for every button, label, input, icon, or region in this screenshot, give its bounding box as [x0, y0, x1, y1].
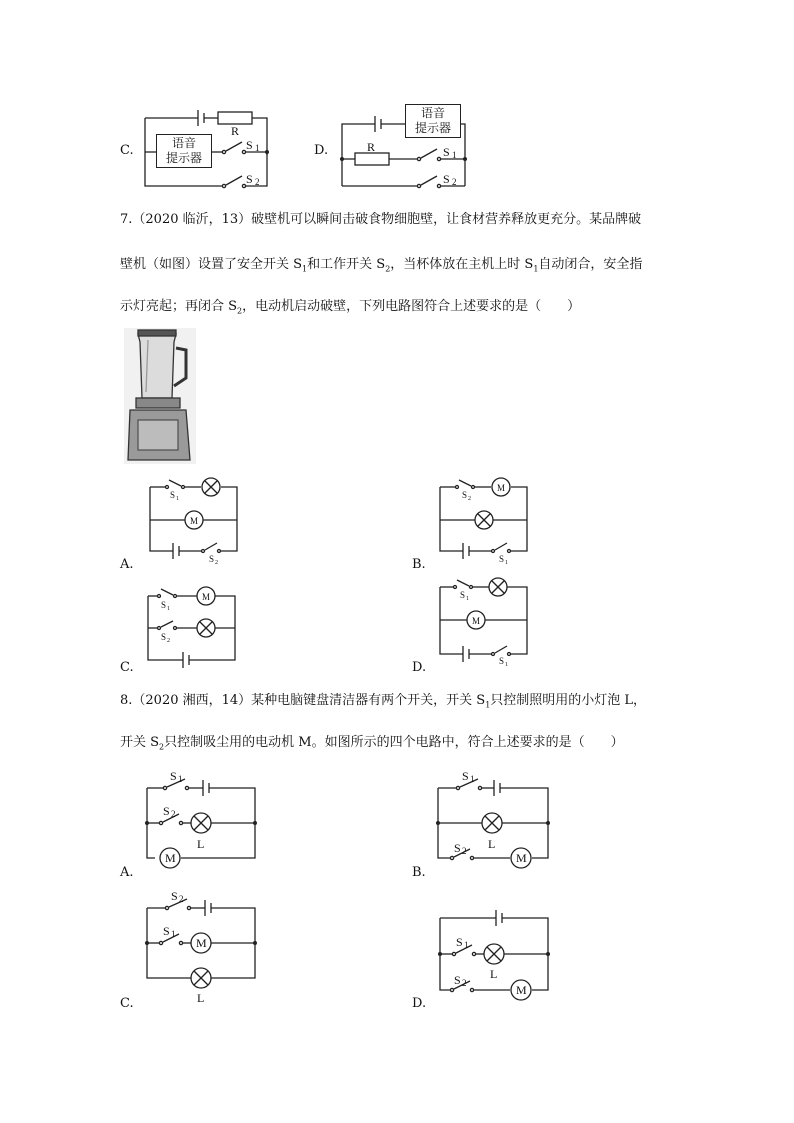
svg-text:S: S [460, 590, 466, 600]
q7-option-d-label: D. [412, 660, 427, 675]
svg-text:2: 2 [215, 560, 218, 566]
q8-option-c-label: C. [120, 996, 134, 1011]
q7-text-line3: 示灯亮起；再闭合 $S_2$，电动机启动破壁，下列电路图符合上述要求的是（ ） [120, 299, 581, 316]
svg-text:S: S [163, 924, 170, 938]
svg-text:S: S [462, 490, 468, 500]
svg-text:S: S [454, 973, 461, 987]
svg-text:M: M [497, 483, 506, 493]
svg-text:L: L [490, 967, 498, 981]
q6c-s2-label: S [246, 172, 253, 186]
q8-text-line1: 8.（2020 湘西，14）某种电脑键盘清洁器有两个开关，开关 $S_1$只控制照明用的小灯泡 L， [120, 693, 647, 710]
svg-text:2: 2 [452, 177, 457, 187]
q6c-resistor-label: R [231, 124, 240, 138]
q6d-s2-label: S [443, 172, 450, 186]
svg-text:M: M [516, 983, 527, 997]
q6d-voice-prompt-box: 语音 提示器 [405, 104, 461, 138]
svg-text:2: 2 [167, 638, 170, 644]
svg-text:S: S [456, 935, 463, 949]
q6-option-d-label: D. [314, 143, 329, 158]
svg-text:1: 1 [255, 143, 260, 153]
svg-text:M: M [516, 851, 527, 865]
svg-text:2: 2 [468, 496, 471, 502]
q7-option-c-label: C. [120, 660, 134, 675]
svg-text:S: S [454, 841, 461, 855]
svg-text:M: M [472, 616, 481, 626]
svg-text:1: 1 [176, 496, 179, 502]
svg-text:M: M [196, 936, 207, 950]
svg-text:1: 1 [505, 560, 508, 566]
q6-option-c-label: C. [120, 143, 134, 158]
q8-circuit-a [145, 770, 265, 870]
svg-text:S: S [499, 656, 505, 666]
svg-text:2: 2 [171, 809, 176, 819]
q7-text-line2: 壁机（如图）设置了安全开关 $S_1$和工作开关 $S_2$，当杯体放在主机上时 $S_1$自动闭合，安全指 [120, 257, 643, 274]
q7-circuit-a [145, 474, 245, 566]
q7-text-line1: 7.（2020 临沂，13）破壁机可以瞬间击破食物细胞壁，让食材营养释放更充分。某品牌破 [120, 212, 642, 227]
q6d-s1-label: S [443, 145, 450, 159]
q8-option-a-label: A. [120, 865, 134, 880]
svg-text:2: 2 [462, 978, 467, 988]
q8-circuit-b [436, 770, 556, 870]
svg-text:1: 1 [466, 596, 469, 602]
q6d-resistor-label: R [367, 140, 376, 154]
svg-text:L: L [197, 991, 205, 1005]
q7-option-b-label: B. [412, 557, 426, 572]
svg-text:S: S [499, 554, 505, 564]
q8-circuit-c [145, 889, 265, 1005]
svg-text:S: S [161, 632, 167, 642]
svg-text:S: S [163, 804, 170, 818]
svg-text:M: M [190, 516, 199, 526]
q7-circuit-b [435, 474, 535, 566]
q7-circuit-d [435, 574, 535, 666]
q6c-voice-prompt-box: 语音 提示器 [156, 134, 212, 168]
svg-text:1: 1 [452, 150, 457, 160]
svg-text:S: S [462, 769, 469, 783]
svg-text:L: L [197, 837, 205, 851]
q7-option-a-label: A. [120, 557, 134, 572]
q8-option-d-label: D. [412, 996, 427, 1011]
q6c-s1-label: S [246, 138, 253, 152]
svg-text:S: S [170, 769, 177, 783]
svg-text:S: S [171, 889, 178, 903]
q8-option-b-label: B. [412, 865, 426, 880]
svg-text:1: 1 [178, 774, 183, 784]
svg-text:1: 1 [167, 606, 170, 612]
svg-text:1: 1 [171, 929, 176, 939]
svg-text:S: S [161, 600, 167, 610]
svg-text:L: L [488, 837, 496, 851]
svg-text:1: 1 [505, 662, 508, 668]
svg-text:1: 1 [464, 940, 469, 950]
svg-text:M: M [165, 851, 176, 865]
svg-text:S: S [209, 554, 215, 564]
svg-text:1: 1 [470, 774, 475, 784]
blender-image [124, 328, 196, 464]
q8-text-line2: 开关 $S_2$只控制吸尘用的电动机 M。如图所示的四个电路中，符合上述要求的是（ ） [120, 735, 624, 752]
svg-text:2: 2 [462, 846, 467, 856]
svg-text:2: 2 [255, 177, 260, 187]
q7-circuit-c [143, 584, 243, 666]
svg-text:S: S [170, 490, 176, 500]
svg-text:2: 2 [179, 894, 184, 904]
svg-text:M: M [202, 592, 211, 602]
q8-circuit-d [436, 900, 556, 1000]
